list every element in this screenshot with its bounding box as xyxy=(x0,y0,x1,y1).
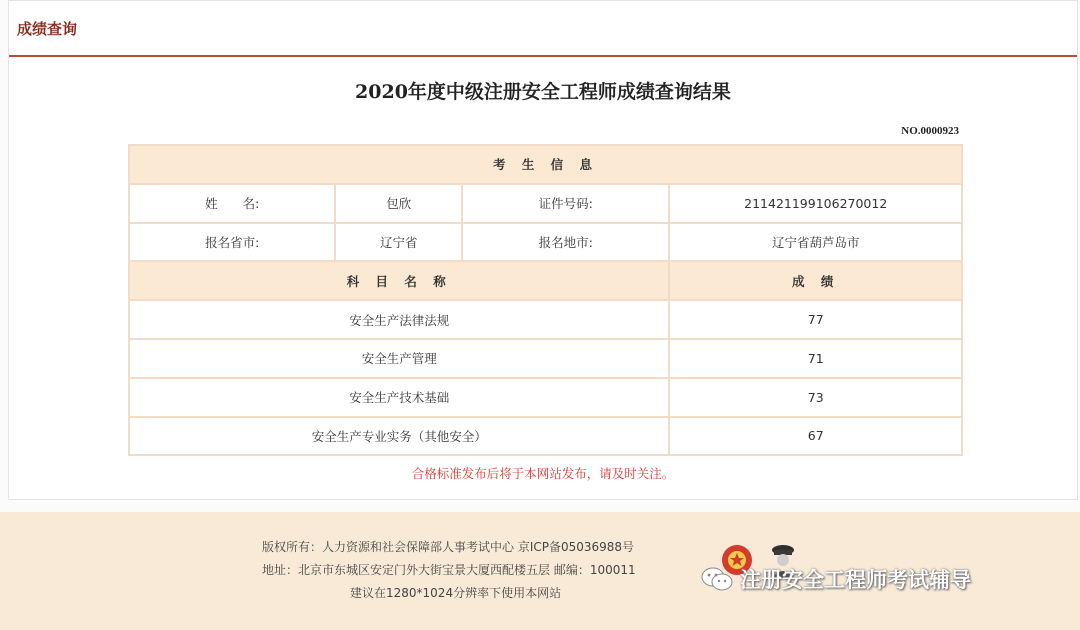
subject-score: 77 xyxy=(669,300,962,339)
candidate-info-label: 考 生 信 息 xyxy=(129,145,962,184)
subject-score: 67 xyxy=(669,417,962,456)
score-query-panel xyxy=(8,0,1078,500)
resolution-text: 建议在1280*1024分辨率下使用本网站 xyxy=(350,586,562,600)
subject-name: 安全生产技术基础 xyxy=(129,378,669,417)
address-text: 地址：北京市东城区安定门外大街宝景大厦西配楼五层 邮编：100011 xyxy=(262,563,636,577)
table-row xyxy=(129,184,962,223)
wechat-icon xyxy=(700,566,734,592)
result-title: 2020年度中级注册安全工程师成绩查询结果 xyxy=(355,81,731,103)
table-row xyxy=(129,417,962,456)
city-label: 报名地市: xyxy=(462,223,669,262)
footer xyxy=(0,512,1080,630)
name-label: 姓 名: xyxy=(129,184,335,223)
province-value: 辽宁省 xyxy=(335,223,462,262)
table-row xyxy=(129,300,962,339)
score-header: 成 绩 xyxy=(669,261,962,300)
panel-header xyxy=(9,1,1077,57)
subject-header: 科 目 名 称 xyxy=(129,261,669,300)
subject-name: 安全生产管理 xyxy=(129,339,669,378)
city-value: 辽宁省葫芦岛市 xyxy=(669,223,962,262)
subject-name: 安全生产法律法规 xyxy=(129,300,669,339)
footer-info xyxy=(262,536,636,605)
table-row xyxy=(129,339,962,378)
table-row xyxy=(129,223,962,262)
subject-score: 71 xyxy=(669,339,962,378)
table-row xyxy=(129,378,962,417)
subject-score: 73 xyxy=(669,378,962,417)
serial-number: NO.0000923 xyxy=(901,125,959,137)
id-value: 211421199106270012 xyxy=(669,184,962,223)
watermark-text: 注册安全工程师考试辅导 xyxy=(740,568,971,592)
score-table xyxy=(128,144,963,456)
scores-header-band xyxy=(129,261,962,300)
subject-name: 安全生产专业实务（其他安全） xyxy=(129,417,669,456)
province-label: 报名省市: xyxy=(129,223,335,262)
copyright-text: 版权所有：人力资源和社会保障部人事考试中心 京ICP备05036988号 xyxy=(262,540,635,554)
watermark xyxy=(700,564,971,594)
candidate-info-band xyxy=(129,145,962,184)
id-label: 证件号码: xyxy=(462,184,669,223)
notice-text: 合格标准发布后将于本网站发布，请及时关注。 xyxy=(411,466,675,481)
panel-title: 成绩查询 xyxy=(17,19,78,38)
name-value: 包欣 xyxy=(335,184,462,223)
